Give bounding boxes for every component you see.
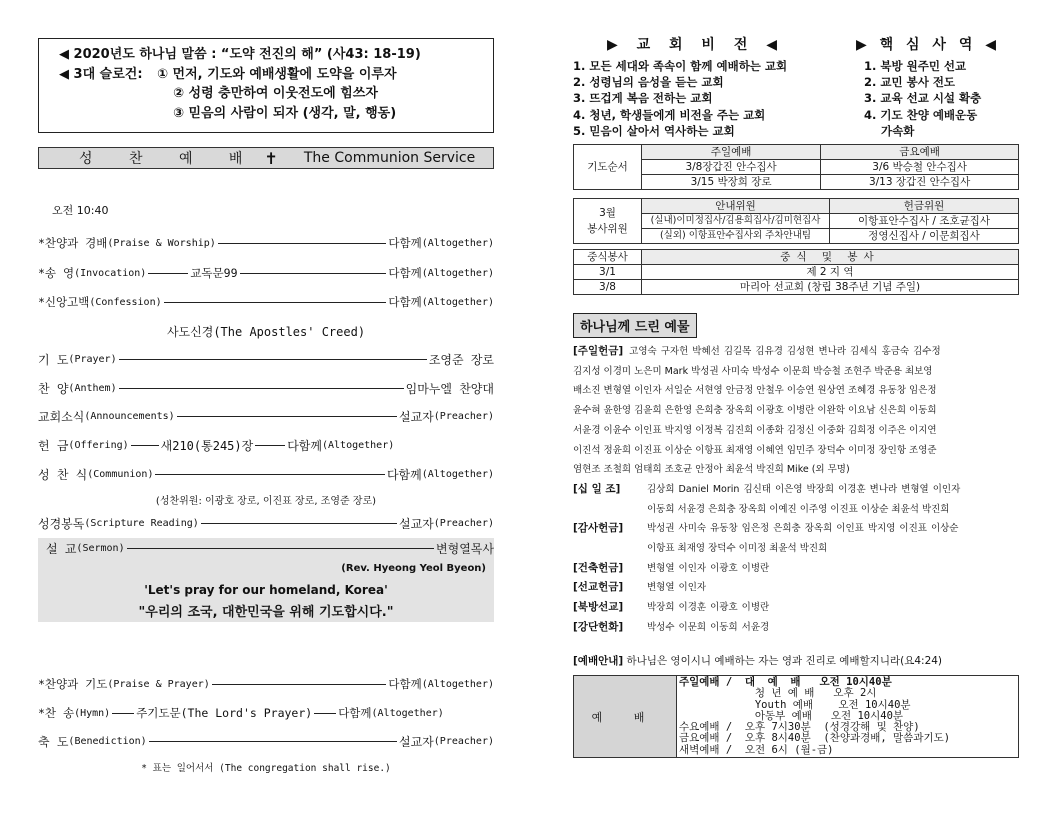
prayer-order-label: 기도순서: [574, 145, 642, 190]
guide-outdoor: (실외) 이항표안수집사외 주차안내팀: [642, 229, 830, 244]
core-item-cont: 가속화: [881, 123, 915, 138]
vision-item: 1. 모든 세대와 족속이 함께 예배하는 교회: [573, 59, 788, 73]
pulpit-flower-cat: [강단헌화]: [573, 620, 624, 633]
core-item: 2. 교민 봉사 전도: [864, 75, 956, 90]
sunday-prayer: 3/8장갑진 안수집사: [642, 160, 821, 175]
order-scripture: 성경봉독 (Scripture Reading) 설교자 (Preacher): [38, 517, 494, 531]
core-item: 4. 기도 찬양 예배운동: [864, 107, 978, 122]
building-row: [건축헌금] 변형열 이인자 이광호 이병란: [573, 559, 1019, 579]
slogan-2: ② 성령 충만하여 이웃전도에 힘쓰자: [173, 86, 378, 101]
thanks-cat: [감사헌금]: [573, 522, 624, 535]
cross-icon: ✝: [264, 148, 278, 168]
worship-guide-text: 하나님은 영이시니 예배하는 자는 영과 진리로 예배할지니라(요4:24): [626, 655, 943, 667]
vision-item: 2. 성령님의 음성을 듣는 교회: [573, 75, 724, 90]
meal-date: 3/8: [574, 280, 642, 295]
guide-head: 안내위원: [642, 199, 830, 214]
mission-cat: [선교헌금]: [573, 581, 624, 594]
communion-header: [38, 147, 494, 169]
slogan-row-1: [59, 65, 493, 85]
sermon-title-ko: "우리의 조국, 대한민국을 위해 기도합시다.": [138, 605, 394, 620]
theme-line: ◀ 2020년도 하나님 말씀 : “도약 전진의 해” (사43: 18-19): [59, 47, 421, 62]
order-invocation: *송 영 (Invocation) 교독문99 다함께 (Altogether): [38, 266, 494, 280]
core-list: [864, 58, 981, 139]
tithe-row: [십 일 조] 김상희 Daniel Morin 김신태 이은영 박장희 이경훈 변나라 변형열 이인자: [573, 480, 1019, 500]
order-sermon: 설 교 (Sermon) 변형열목사: [46, 542, 494, 556]
vision-list: [573, 58, 787, 139]
slogan-row-2: [59, 84, 493, 104]
worship-schedule-head: 예 배: [574, 676, 677, 758]
worship-schedule-table: [573, 675, 1019, 758]
meal-date: 3/1: [574, 265, 642, 280]
order-hymn: *찬 송 (Hymn) 주기도문(The Lord's Prayer) 다함께 (Altogether): [38, 706, 444, 720]
meal-desc: 제 2 지 역: [642, 265, 1019, 280]
order-offering: 헌 금 (Offering) 새210(통245)장 다함께 (Altogether): [38, 439, 395, 453]
friday-prayer: 3/13 장갑진 안수집사: [821, 175, 1019, 190]
friday-prayer: 3/6 박승철 안수집사: [821, 160, 1019, 175]
sermon-box: [38, 538, 494, 622]
tithe-cat: [십 일 조]: [573, 482, 621, 495]
order-anthem: 찬 양 (Anthem) 임마누엘 찬양대: [38, 382, 494, 396]
vision-item: 3. 뜨겁게 복음 전하는 교회: [573, 91, 713, 106]
slogan-1: ① 먼저, 기도와 예배생활에 도약을 이루자: [157, 66, 397, 82]
communion-title-ko: 성 찬 예 배: [79, 151, 259, 167]
volunteers-label: 3월 봉사위원: [574, 199, 642, 244]
building-cat: [건축헌금]: [573, 561, 624, 574]
worship-schedule-body: 주일예배 / 대 예 배 오전 10시40분 청 년 예 배 오후 2시 Youth 예배 오전 10시40분 아동부 예배 오전 10시40분 수요예배 / 오후 7시30분 (성경강해 및 찬양) 금요예배 / 오후 8시40분 (찬양과경배, 말씀과기도) 새벽예배 / 오전 6시 (월-금): [677, 676, 1019, 758]
friday-head: 금요예배: [821, 145, 1019, 160]
worship-guide: [573, 653, 942, 668]
volunteers-table: [573, 198, 1019, 244]
order-announcements: 교회소식 (Announcements) 설교자 (Preacher): [38, 410, 494, 424]
core-title: ▶ 핵 심 사 역 ◀: [856, 37, 1000, 53]
communion-members: (성찬위원: 이광호 장로, 이진표 장로, 조영준 장로): [155, 496, 377, 507]
order-praise: *찬양과 경배 (Praise & Worship) 다함께 (Altogether): [38, 236, 494, 250]
sunday-head: 주일예배: [642, 145, 821, 160]
order-communion: 성 찬 식 (Communion) 다함께 (Altogether): [38, 468, 494, 482]
communion-title-en: The Communion Service: [303, 150, 476, 166]
service-time: 오전 10:40: [52, 204, 109, 217]
offering-head: 헌금위원: [830, 199, 1019, 214]
thanks-row: [감사헌금] 박성권 사미숙 유동창 임은정 은희충 장옥희 이인표 박지영 이진표 이상순: [573, 519, 1019, 539]
offering-vol: 이항표안수집사 / 조호균집사: [830, 214, 1019, 229]
slogan-3: ③ 믿음의 사람이 되자 (생각, 말, 행동): [173, 105, 397, 121]
offerings-title: 하나님께 드린 예물: [573, 313, 697, 338]
sunday-prayer: 3/15 박장희 장로: [642, 175, 821, 190]
slogan-row-3: [59, 104, 493, 124]
sermon-rev: (Rev. Hyeong Yeol Byeon): [341, 563, 486, 574]
order-prayer: 기 도 (Prayer) 조영준 장로: [38, 353, 494, 367]
meal-table: [573, 249, 1019, 295]
vision-item: 5. 믿음이 살아서 역사하는 교회: [573, 123, 735, 138]
prayer-order-table: [573, 144, 1019, 190]
slogan-label: ◀ 3대 슬로건:: [59, 66, 143, 82]
order-prayer-praise: *찬양과 기도 (Praise & Prayer) 다함께 (Altogether): [38, 677, 494, 691]
meal-label: 중식봉사: [574, 250, 642, 265]
offerings-list: [주일헌금] 고영숙 구자헌 박혜선 김길목 김유경 김성현 변나라 김세식 홍금숙 김수정 김지성 이경미 노은미 Mark 박성권 사미숙 박성수 이문희 박승철 조현주 박준용 최보영 배소진 변형열 이인자 서일순 서현영 안금정 안철우 이승연 원상연 조혜경 유동창 임은정 윤수혀 윤한영 김윤희 은한영 은희충 장옥희 이광호 이병란 이완학 이요남 신은희 이동희 서윤경 이윤수 이인표 박지영 이정복 김진희 이종화 김정신 이중화 김희정 이주은 이지연 이진석 정윤희 이진표 이상순 이항표 최재영 이혜연 임민주 장덕수 이미정 장인항 조영준 염현조 조철희 엄태희 조호균 안정아 최윤석 박진희 Mike (외 무명) [십 일 조] 김상희 Daniel Morin 김신태 이은영 박장희 이경훈 변나라 변형열 이인자 이동희 서윤경 은희충 장옥희 이예진 이주영 이진표 이상순 최윤석 박진희 [감사헌금] 박성권 사미숙 유동창 임은정 은희충 장옥희 이인표 박지영 이진표 이상순 이항표 최재영 장덕수 이미정 최윤석 박진희 [건축헌금] 변형열 이인자 이광호 이병란 [선교헌금] 변형열 이인자 [북방선교] 박장희 이경훈 이광호 이병란 [강단헌화] 박성수 이문희 이동희 서윤경: [573, 342, 1019, 638]
theme-box: [38, 38, 494, 133]
sermon-title-en: 'Let's pray for our homeland, Korea': [144, 583, 388, 597]
order-confession: *신앙고백 (Confession) 다함께 (Altogether): [38, 295, 494, 309]
worship-guide-label: [예배안내]: [573, 655, 624, 667]
sunday-offering-cat: [주일헌금]: [573, 345, 624, 357]
mission-row: [선교헌금] 변형열 이인자: [573, 578, 1019, 598]
pulpit-flower-row: [강단헌화] 박성수 이문희 이동희 서윤경: [573, 618, 1019, 638]
meal-head: 중식 및 봉사: [642, 250, 1019, 265]
north-mission-row: [북방선교] 박장희 이경훈 이광호 이병란: [573, 598, 1019, 618]
vision-title: ▶ 교 회 비 전 ◀: [607, 37, 782, 53]
vision-item: 4. 청년, 학생들에게 비전을 주는 교회: [573, 107, 766, 122]
rise-note: * 표는 일어서서 (The congregation shall rise.): [141, 763, 391, 774]
apostles-creed: 사도신경(The Apostles' Creed): [166, 325, 366, 339]
offering-vol: 정영신집사 / 이문희집사: [830, 229, 1019, 244]
core-item: 1. 북방 원주민 선교: [864, 59, 967, 73]
meal-desc: 마리아 선교회 (창립 38주년 기념 주일): [642, 280, 1019, 295]
north-mission-cat: [북방선교]: [573, 601, 624, 614]
order-benediction: 축 도 (Benediction) 설교자 (Preacher): [38, 735, 494, 749]
left-page: [38, 38, 494, 218]
guide-indoor: (실내)이미정집사/김용희집사/김미현집사: [642, 214, 830, 229]
core-item: 3. 교육 선교 시설 확충: [864, 91, 982, 106]
sunday-offering-row: [주일헌금] 고영숙 구자헌 박혜선 김길목 김유경 김성현 변나라 김세식 홍금숙 김수정: [573, 342, 1019, 362]
